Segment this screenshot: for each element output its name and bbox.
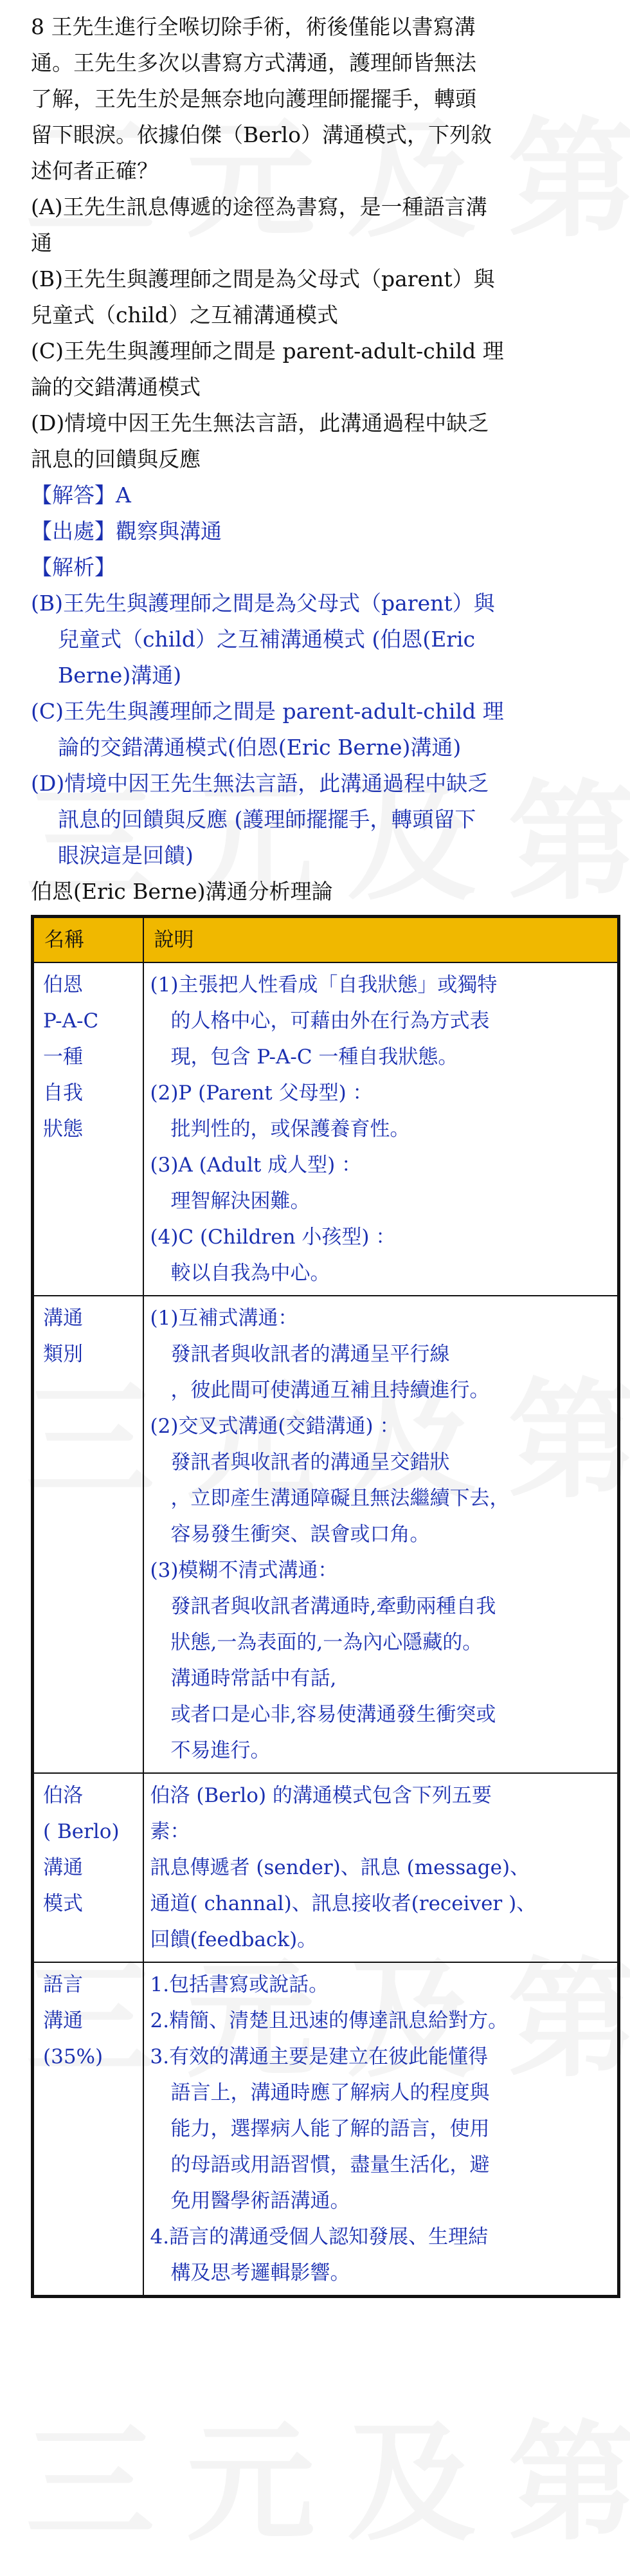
analysis-c (31, 694, 617, 766)
option-d (31, 405, 617, 477)
row-name-line: (35%) (43, 2045, 104, 2068)
row-description-cell (143, 1296, 619, 1773)
row-description-line: 能力，選擇病人能了解的語言，使用 (170, 2117, 490, 2140)
row-name-line: P-A-C (43, 1009, 99, 1033)
analysis-line: 訊息的回饋與反應 (護理師擺擺手，轉頭留下 (58, 807, 476, 832)
row-description-line: (2)P (Parent 父母型) ： (150, 1081, 373, 1105)
row-description-line: 2.精簡、清楚且迅速的傳達訊息給對方。 (150, 2009, 509, 2032)
analysis-line: (C)王先生與護理師之間是 parent-adult-child 理 (31, 699, 504, 724)
row-name-line: 溝通 (43, 1307, 83, 1330)
row-description-line: (1)主張把人性看成「自我狀態」或獨特 (150, 973, 498, 997)
row-description-line: (3)A (Adult 成人型) ： (150, 1154, 362, 1177)
watermark-text (26, 2380, 630, 2565)
row-description-line: 通道( channal)、訊息接收者(receiver )、 (150, 1892, 537, 1915)
theory-table (31, 915, 620, 2298)
analysis-line: Berne)溝通) (58, 663, 182, 688)
row-description-line: 狀態,一為表面的,一為內心隱藏的。 (170, 1631, 483, 1654)
row-description-line: 發訊者與收訊者的溝通呈平行線 (170, 1343, 450, 1366)
row-description-line: 批判性的，或保護養育性。 (170, 1118, 410, 1141)
row-description-line: ，立即產生溝通障礙且無法繼續下去， (170, 1487, 510, 1510)
option-line: (B)王先生與護理師之間是為父母式（parent）與 (31, 266, 495, 291)
row-name-line: 伯洛 (43, 1784, 83, 1807)
source-line: 【出處】觀察與溝通 (31, 519, 222, 544)
row-description-line: 1.包括書寫或說話。 (150, 1973, 329, 1996)
table-row (33, 1962, 619, 2297)
row-description-line: 3.有效的溝通主要是建立在彼此能懂得 (150, 2045, 489, 2068)
analysis-b (31, 585, 617, 694)
row-description-line: 素： (150, 1820, 190, 1843)
row-name-cell (33, 1296, 143, 1773)
row-name-line: 溝通 (43, 1856, 83, 1879)
table-header-row (33, 917, 619, 963)
row-description-line: 的母語或用語習慣，盡量生活化，避 (170, 2153, 490, 2176)
row-description-line: 構及思考邏輯影響。 (170, 2261, 350, 2285)
content (31, 9, 617, 2298)
option-line: (D)情境中因王先生無法言語，此溝通過程中缺乏 (31, 410, 489, 436)
row-name-line: 一種 (43, 1045, 83, 1069)
table-row (33, 962, 619, 1296)
option-line: 兒童式（child）之互補溝通模式 (31, 302, 338, 327)
analysis-line: 眼淚這是回饋) (58, 843, 194, 868)
option-line: 通 (31, 230, 52, 255)
stem-line: 8 王先生進行全喉切除手術，術後僅能以書寫溝 (31, 14, 476, 39)
row-description-line: 不易進行。 (170, 1739, 271, 1762)
stem-line: 述何者正確？ (31, 158, 158, 183)
row-name-line: 類別 (43, 1343, 83, 1366)
row-name-cell (33, 962, 143, 1296)
row-name-line: 狀態 (43, 1118, 83, 1141)
row-description-line: 發訊者與收訊者的溝通呈交錯狀 (170, 1451, 450, 1474)
row-description-line: (1)互補式溝通： (150, 1307, 298, 1330)
option-line: (A)王先生訊息傳遞的途徑為書寫，是一種語言溝 (31, 194, 487, 219)
row-description-line: 現，包含 P-A-C 一種自我狀態。 (170, 1045, 458, 1069)
row-description-line: 語言上，溝通時應了解病人的程度與 (170, 2081, 490, 2104)
option-line: (C)王先生與護理師之間是 parent-adult-child 理 (31, 338, 504, 363)
row-name-line: 伯恩 (43, 973, 83, 997)
row-description-line: 或者口是心非,容易使溝通發生衝突或 (170, 1703, 496, 1726)
row-description-line: 回饋(feedback)。 (150, 1928, 318, 1951)
table-caption: 伯恩(Eric Berne)溝通分析理論 (31, 879, 333, 904)
row-description-line: ，彼此間可使溝通互補且持續進行。 (170, 1379, 490, 1402)
row-description-line: (2)交叉式溝通(交錯溝通) ： (150, 1415, 400, 1438)
option-line: 論的交錯溝通模式 (31, 374, 201, 400)
analysis-line: (D)情境中因王先生無法言語，此溝通過程中缺乏 (31, 771, 489, 796)
header-description: 說明 (143, 917, 619, 963)
row-name-cell (33, 1962, 143, 2297)
answer-line: 【解答】A (31, 483, 131, 508)
row-description-line: 發訊者與收訊者溝通時,牽動兩種自我 (170, 1595, 496, 1618)
analysis-d (31, 766, 617, 874)
row-description-line: 理智解決困難。 (170, 1190, 310, 1213)
row-description-line: 4.語言的溝通受個人認知發展、生理結 (150, 2225, 489, 2249)
row-name-cell (33, 1773, 143, 1962)
page (31, 9, 617, 2298)
stem-line: 留下眼淚。依據伯傑（Berlo）溝通模式，下列敘 (31, 122, 492, 147)
option-c (31, 333, 617, 405)
row-name-line: ( Berlo) (43, 1820, 120, 1843)
row-description-cell (143, 1773, 619, 1962)
row-description-line: 較以自我為中心。 (170, 1262, 330, 1285)
stem-line: 通。王先生多次以書寫方式溝通，護理師皆無法 (31, 50, 476, 75)
analysis-line: (B)王先生與護理師之間是為父母式（parent）與 (31, 591, 495, 616)
row-description-cell (143, 962, 619, 1296)
row-description-line: (3)模糊不清式溝通： (150, 1559, 338, 1582)
row-description-line: 容易發生衝突、誤會或口角。 (170, 1523, 430, 1546)
analysis-line: 兒童式（child）之互補溝通模式 (伯恩(Eric (58, 627, 476, 652)
row-name-line: 語言 (43, 1973, 83, 1996)
row-name-line: 模式 (43, 1892, 83, 1915)
stem-line: 了解，王先生於是無奈地向護理師擺擺手，轉頭 (31, 86, 476, 111)
table-body (33, 962, 619, 2297)
analysis-label: 【解析】 (31, 555, 116, 580)
question-options (31, 189, 617, 477)
analysis-line: 論的交錯溝通模式(伯恩(Eric Berne)溝通) (58, 735, 462, 760)
table-row (33, 1773, 619, 1962)
row-name-line: 自我 (43, 1081, 83, 1105)
row-description-line: 免用醫學術語溝通。 (170, 2189, 350, 2213)
row-name-line: 溝通 (43, 2009, 83, 2032)
table-row (33, 1296, 619, 1773)
row-description-line: 的人格中心，可藉由外在行為方式表 (170, 1009, 490, 1033)
option-a (31, 189, 617, 261)
header-name: 名稱 (33, 917, 143, 963)
row-description-line: 溝通時常話中有話, (170, 1667, 337, 1690)
option-b (31, 261, 617, 333)
row-description-line: 訊息傳遞者 (sender)、訊息 (message)、 (150, 1856, 530, 1879)
option-line: 訊息的回饋與反應 (31, 446, 201, 472)
row-description-line: 伯洛 (Berlo) 的溝通模式包含下列五要 (150, 1784, 492, 1807)
row-description-cell (143, 1962, 619, 2297)
row-description-line: (4)C (Children 小孩型) ： (150, 1226, 396, 1249)
question-stem (31, 9, 617, 189)
